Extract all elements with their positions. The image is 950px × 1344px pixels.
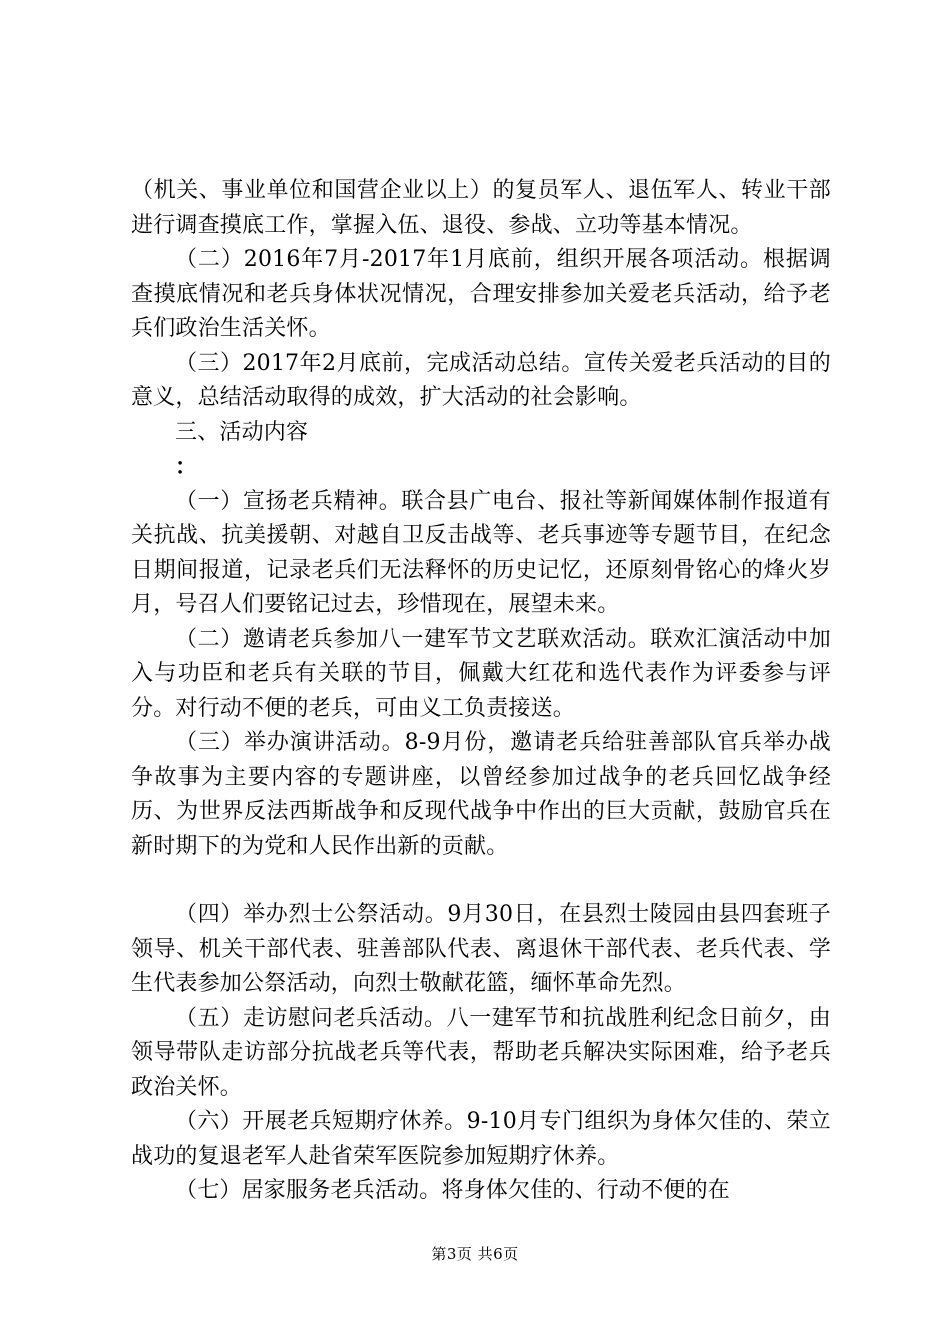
paragraph-9: （四）举办烈士公祭活动。9月30日，在县烈士陵园由县四套班子领导、机关干部代表、驻善部队代表、离退休干部代表、老兵代表、学生代表参加公祭活动，向烈士敬献花篮，缅怀革命先烈。 [131, 902, 831, 996]
paragraph-7: （二）邀请老兵参加八一建军节文艺联欢活动。联欢汇演活动中加入与功臣和老兵有关联的节目，佩戴大红花和选代表作为评委参与评分。对行动不便的老兵，可由义工负责接送。 [131, 626, 831, 721]
paragraph-6: （一）宣扬老兵精神。联合县广电台、报社等新闻媒体制作报道有关抗战、抗美援朝、对越自卫反击战等、老兵事迹等专题节目，在纪念日期间报道，记录老兵们无法释怀的历史记忆，还原刻骨铭心的烽火岁月，号召人们要铭记过去，珍惜现在，展望未来。 [131, 488, 831, 617]
paragraph-12: （七）居家服务老兵活动。将身体欠佳的、行动不便的在 [175, 1178, 731, 1203]
document-body [131, 174, 831, 1209]
paragraph-8: （三）举办演讲活动。8-9月份，邀请老兵给驻善部队官兵举办战争故事为主要内容的专题讲座，以曾经参加过战争的老兵回忆战争经历、为世界反法西斯战争和反现代战争中作出的巨大贡献，鼓励官兵在新时期下的为党和人民作出新的贡献。 [131, 730, 831, 859]
paragraph-2: （二）2016年7月-2017年1月底前，组织开展各项活动。根据调查摸底情况和老兵身体状况情况，合理安排参加关爱老兵活动，给予老兵们政治生活关怀。 [131, 247, 831, 341]
section-heading-activity-content: 三、活动内容 [175, 419, 309, 445]
paragraph-1: （机关、事业单位和国营企业以上）的复员军人、退伍军人、转业干部进行调查摸底工作，掌握入伍、退役、参战、立功等基本情况。 [131, 178, 831, 238]
colon-line: ： [175, 454, 198, 480]
paragraph-3: （三）2017年2月底前，完成活动总结。宣传关爱老兵活动的目的意义，总结活动取得的成效，扩大活动的社会影响。 [131, 350, 831, 410]
page-footer: 第3页 共6页 [431, 1245, 519, 1263]
paragraph-11: （六）开展老兵短期疗休养。9-10月专门组织为身体欠佳的、荣立战功的复退老军人赴省荣军医院参加短期疗休养。 [131, 1109, 831, 1169]
paragraph-10: （五）走访慰问老兵活动。八一建军节和抗战胜利纪念日前夕，由领导带队走访部分抗战老兵等代表，帮助老兵解决实际困难，给予老兵政治关怀。 [131, 1005, 831, 1100]
paragraph-gap [131, 864, 831, 898]
